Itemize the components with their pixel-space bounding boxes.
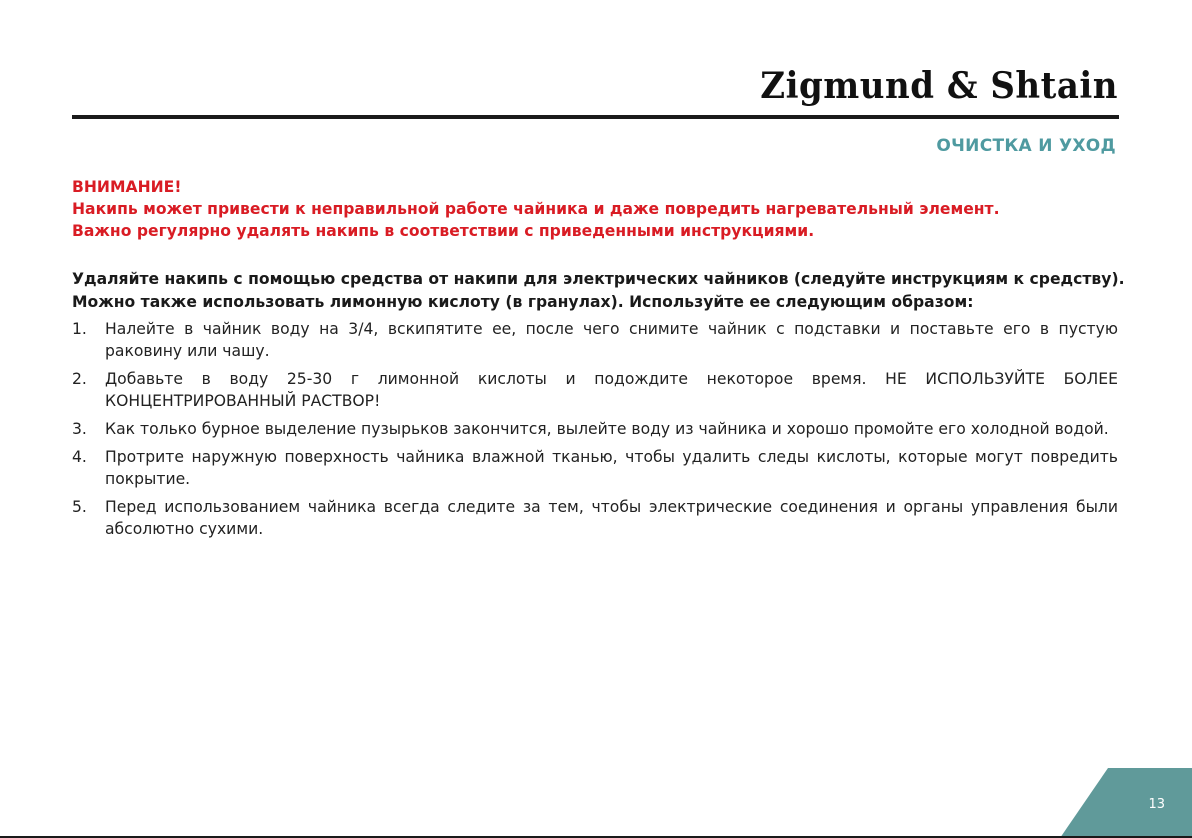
instruction-step	[72, 368, 1118, 412]
intro-line: Можно также использовать лимонную кислоту (в гранулах). Используйте ее следующим образом:	[72, 293, 974, 311]
page-corner-decoration	[1060, 768, 1192, 838]
step-number: 1.	[72, 320, 87, 338]
header-divider	[72, 115, 1119, 119]
step-text: Добавьте в воду 25-30 г лимонной кислоты и подождите некоторое время. НЕ ИСПОЛЬЗУЙТЕ БОЛЕЕ КОНЦЕНТРИРОВАННЫЙ РАСТВОР!	[105, 370, 1118, 410]
warning-line: Важно регулярно удалять накипь в соответствии с приведенными инструкциями.	[72, 222, 815, 240]
warning-title: ВНИМАНИЕ!	[72, 178, 182, 196]
page-number: 13	[1148, 797, 1165, 812]
instruction-step	[72, 418, 1118, 440]
step-text: Протрите наружную поверхность чайника влажной тканью, чтобы удалить следы кислоты, которые могут повредить покрытие.	[105, 448, 1118, 488]
step-text: Налейте в чайник воду на 3/4, вскипятите ее, после чего снимите чайник с подставки и поставьте его в пустую раковину или чашу.	[105, 320, 1118, 360]
step-number: 4.	[72, 448, 87, 466]
brand-logo: Zigmund & Shtain	[760, 64, 1118, 108]
step-text: Как только бурное выделение пузырьков закончится, вылейте воду из чайника и хорошо промойте его холодной водой.	[105, 420, 1109, 438]
step-text: Перед использованием чайника всегда следите за тем, чтобы электрические соединения и органы управления были абсолютно сухими.	[105, 498, 1118, 538]
instruction-step	[72, 318, 1118, 362]
instruction-list	[72, 318, 1118, 546]
step-number: 3.	[72, 420, 87, 438]
warning-block	[72, 176, 1118, 242]
section-title: ОЧИСТКА И УХОД	[936, 136, 1116, 156]
intro-text	[72, 268, 1125, 314]
warning-line: Накипь может привести к неправильной работе чайника и даже повредить нагревательный элемент.	[72, 200, 1000, 218]
instruction-step	[72, 496, 1118, 540]
intro-line: Удаляйте накипь с помощью средства от накипи для электрических чайников (следуйте инструкциям к средству).	[72, 270, 1125, 288]
instruction-step	[72, 446, 1118, 490]
step-number: 2.	[72, 370, 87, 388]
step-number: 5.	[72, 498, 87, 516]
